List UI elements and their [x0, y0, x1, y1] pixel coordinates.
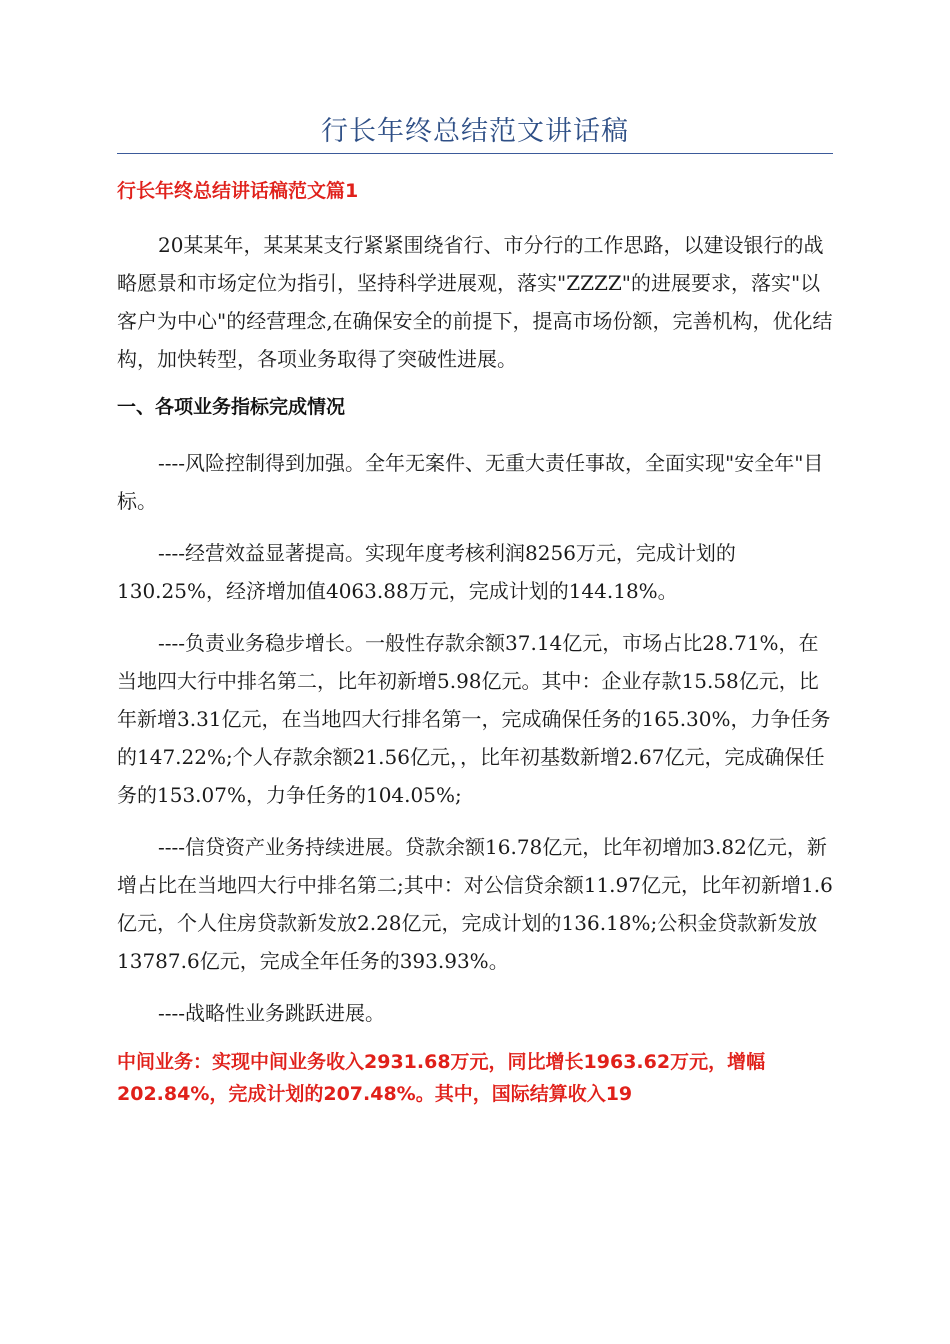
title-underline: [117, 153, 833, 154]
document-title: 行长年终总结范文讲话稿: [321, 116, 629, 147]
intro-paragraph: 20某某年，某某某支行紧紧围绕省行、市分行的工作思路，以建设银行的战略愿景和市场定位为指引，坚持科学进展观，落实"ZZZZ"的进展要求，落实"以客户为中心"的经营理念,在确保安全的前提下，提高市场份额，完善机构，优化结构，加快转型，各项业务取得了突破性进展。: [117, 233, 833, 371]
item-liability-business: ----负责业务稳步增长。一般性存款余额37.14亿元，市场占比28.71%，在当地四大行中排名第二，比年初新增5.98亿元。其中：企业存款15.58亿元，比年新增3.31亿元，在当地四大行排名第一，完成确保任务的165.30%，力争任务的147.22%;个人存款余额21.56亿元，，比年初基数新增2.67亿元，完成确保任务的153.07%，力争任务的104.05%;: [117, 631, 831, 807]
section-heading: 一、各项业务指标完成情况: [117, 396, 346, 418]
item-strategic-business: ----战略性业务跳跃进展。: [158, 1001, 386, 1025]
item-risk-control: ----风险控制得到加强。全年无案件、无重大责任事故，全面实现"安全年"目标。: [117, 451, 824, 513]
item-credit-assets: ----信贷资产业务持续进展。贷款余额16.78亿元，比年初增加3.82亿元，新增占比在当地四大行中排名第二;其中：对公信贷余额11.97亿元，比年初新增1.6亿元，个人住房贷款新发放2.28亿元，完成计划的136.18%;公积金贷款新发放13787.6亿元，完成全年任务的393.93%。: [117, 835, 833, 973]
article-subtitle: 行长年终总结讲话稿范文篇1: [117, 180, 359, 202]
intermediate-business-paragraph: 中间业务：实现中间业务收入2931.68万元，同比增长1963.62万元，增幅202.84%，完成计划的207.48%。其中，国际结算收入19: [117, 1051, 766, 1105]
document-body: [117, 176, 837, 1110]
item-operating-profit: ----经营效益显著提高。实现年度考核利润8256万元，完成计划的130.25%，经济增加值4063.88万元，完成计划的144.18%。: [117, 541, 736, 603]
